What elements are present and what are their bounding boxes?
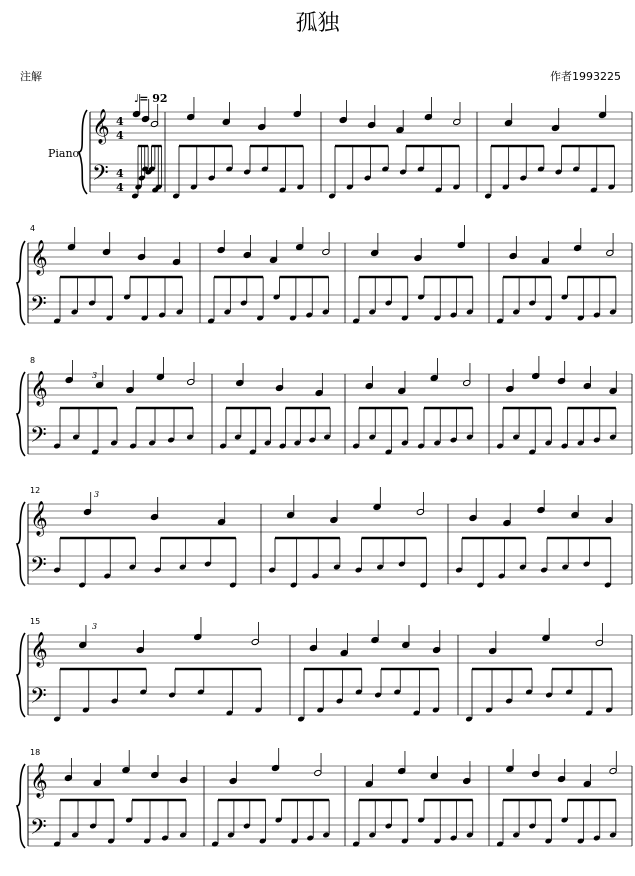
- bass-clef: 𝄢: [30, 815, 47, 845]
- bass-clef: 𝄢: [92, 161, 109, 191]
- annotation-label: 注解: [20, 70, 42, 83]
- brace: [17, 372, 25, 456]
- triplet-mark: 3: [94, 490, 100, 499]
- tempo-marking: ♩= 92: [134, 92, 168, 105]
- treble-clef: 𝄞: [30, 632, 48, 667]
- triplet-mark: 3: [92, 371, 98, 380]
- measure-number: 18: [30, 748, 41, 757]
- measure-number: 8: [30, 356, 36, 365]
- brace: [17, 633, 25, 717]
- time-signature-bottom: 4: [116, 181, 124, 194]
- bass-clef: 𝄢: [30, 423, 47, 453]
- measure-number: 4: [30, 224, 36, 233]
- triplet-mark: 3: [92, 622, 98, 631]
- treble-clef: 𝄞: [30, 240, 48, 275]
- brace: [17, 502, 25, 586]
- treble-clef: 𝄞: [30, 501, 48, 536]
- bass-clef: 𝄢: [30, 553, 47, 583]
- composer-credit: 作者1993225: [550, 70, 621, 83]
- measure-number: 15: [30, 617, 41, 626]
- time-signature-top: 4: [116, 167, 124, 180]
- time-signature-bottom: 4: [116, 129, 124, 142]
- treble-clef: 𝄞: [30, 763, 48, 798]
- bass-clef: 𝄢: [30, 684, 47, 714]
- brace: [79, 110, 87, 194]
- treble-clef: 𝄞: [30, 371, 48, 406]
- treble-clef: 𝄞: [92, 109, 110, 144]
- bass-clef: 𝄢: [30, 292, 47, 322]
- time-signature-top: 4: [116, 115, 124, 128]
- instrument-label: Piano: [48, 147, 80, 160]
- brace: [17, 241, 25, 325]
- brace: [17, 764, 25, 848]
- measure-number: 12: [30, 486, 41, 495]
- score-title: 孤独: [295, 11, 340, 36]
